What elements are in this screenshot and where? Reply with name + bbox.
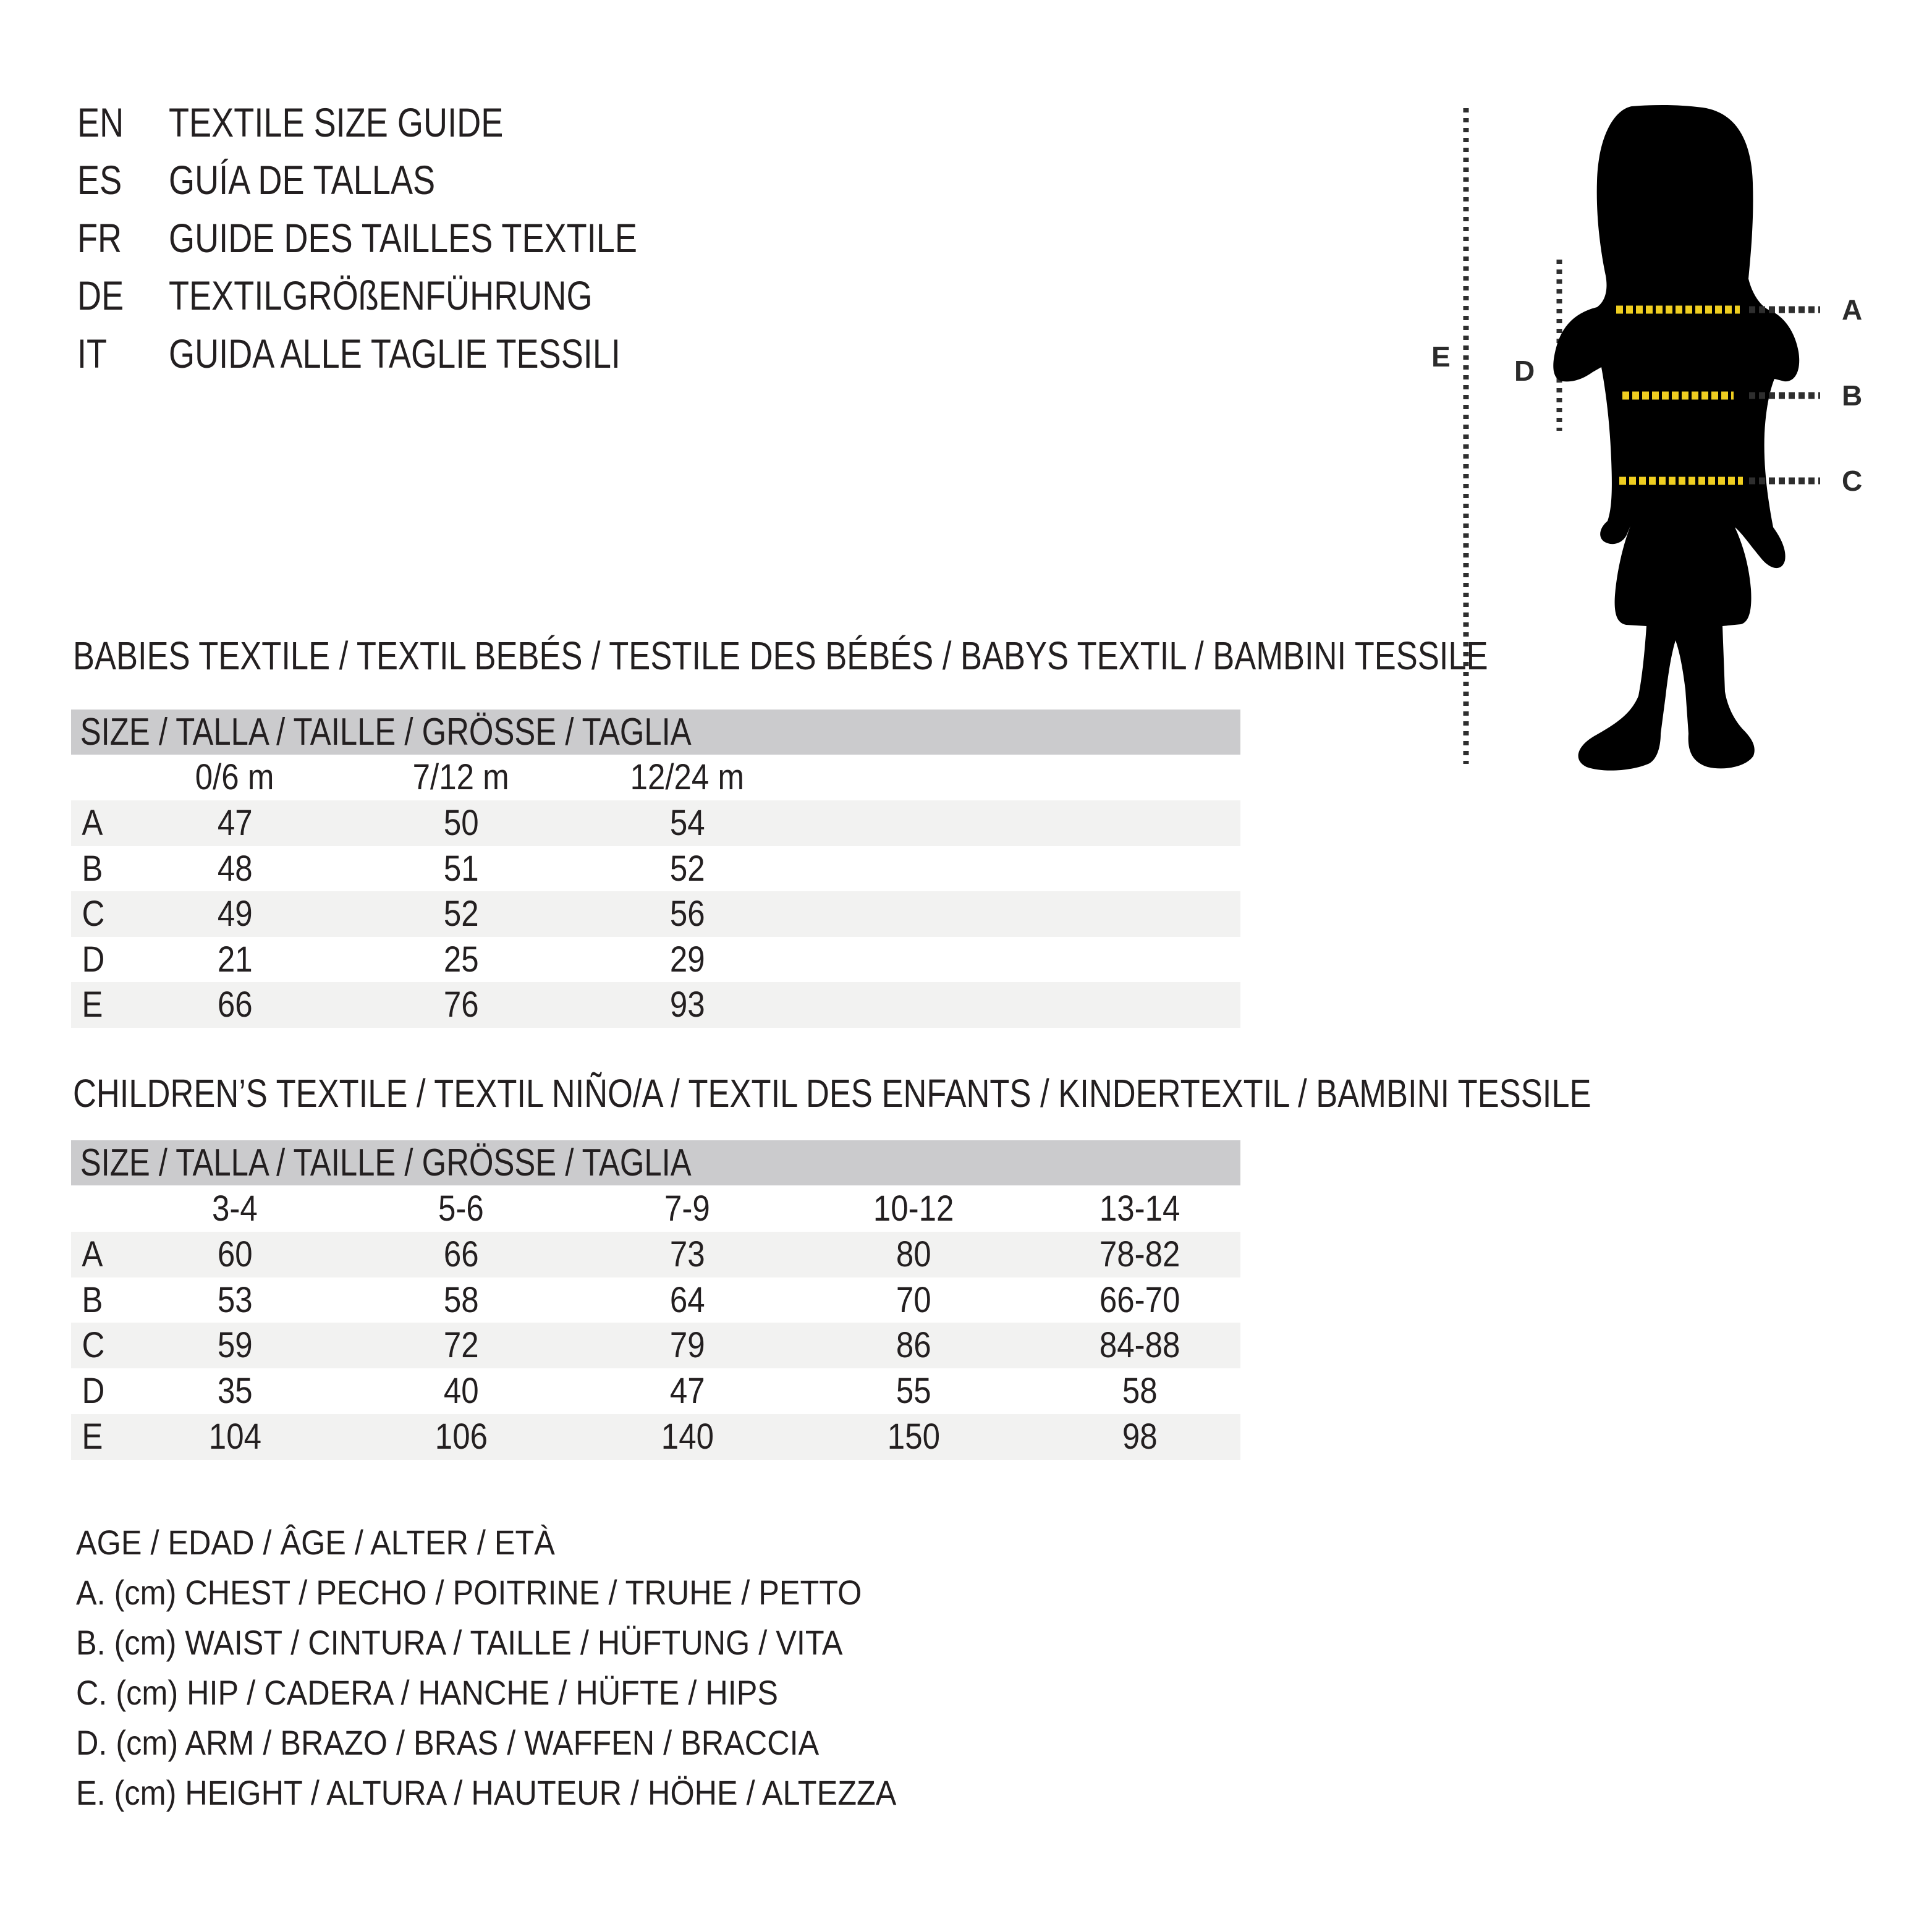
children-col-header: 3-4: [212, 1188, 258, 1229]
row-label: C: [82, 894, 105, 934]
row-label: E: [82, 985, 103, 1025]
table-cell: 72: [443, 1325, 479, 1365]
marker-height-e: E: [1431, 341, 1451, 373]
table-row: [71, 982, 1240, 1028]
table-cell: 66: [443, 1234, 479, 1274]
table-cell: 53: [217, 1280, 253, 1320]
babies-column-header-row: [71, 755, 1240, 800]
marker-chest-a: A: [1842, 294, 1863, 326]
child-silhouette-diagram: [1391, 74, 1932, 810]
table-row: [71, 1368, 1240, 1414]
table-cell: 106: [434, 1417, 488, 1457]
table-row: [71, 1277, 1240, 1323]
language-title: TEXTILGRÖßENFÜHRUNG: [169, 273, 593, 318]
language-code: IT: [77, 331, 108, 376]
table-cell: 51: [443, 849, 479, 889]
child-silhouette: [1553, 105, 1799, 771]
babies-section-title: BABIES TEXTILE / TEXTIL BEBÉS / TESTILE DES BÉBÉS / BABYS TEXTIL / BAMBINI TESSILE: [73, 633, 1488, 678]
table-cell: 21: [217, 939, 253, 980]
language-title: GUIDE DES TAILLES TEXTILE: [169, 215, 637, 261]
table-cell: 93: [669, 985, 705, 1025]
table-row: [71, 891, 1240, 937]
row-label: B: [82, 1280, 103, 1320]
babies-col-header: 7/12 m: [412, 757, 510, 797]
table-cell: 50: [443, 803, 479, 843]
language-code: DE: [77, 273, 124, 318]
table-cell: 86: [896, 1325, 931, 1365]
table-cell: 78-82: [1099, 1234, 1180, 1274]
language-title: TEXTILE SIZE GUIDE: [169, 100, 504, 145]
table-cell: 47: [669, 1371, 705, 1411]
legend-waist-row: B. (cm) WAIST / CINTURA / TAILLE / HÜFTUNG / VITA: [76, 1623, 843, 1662]
legend-height-row: E. (cm) HEIGHT / ALTURA / HAUTEUR / HÖHE / ALTEZZA: [76, 1773, 897, 1812]
language-code: EN: [77, 100, 124, 145]
table-cell: 49: [217, 894, 253, 934]
row-label: D: [82, 1371, 105, 1411]
table-cell: 66: [217, 985, 253, 1025]
marker-arm-d: D: [1514, 355, 1535, 387]
table-cell: 60: [217, 1234, 253, 1274]
table-cell: 35: [217, 1371, 253, 1411]
row-label: C: [82, 1325, 105, 1365]
table-cell: 66-70: [1099, 1280, 1180, 1320]
table-cell: 55: [896, 1371, 931, 1411]
table-cell: 76: [443, 985, 479, 1025]
babies-col-header: 12/24 m: [630, 757, 745, 797]
table-cell: 140: [661, 1417, 714, 1457]
table-row: [71, 1323, 1240, 1368]
table-cell: 84-88: [1099, 1325, 1180, 1365]
table-cell: 25: [443, 939, 479, 980]
marker-hip-c: C: [1842, 465, 1863, 497]
legend-chest-row: A. (cm) CHEST / PECHO / POITRINE / TRUHE / PETTO: [76, 1573, 862, 1612]
table-cell: 104: [208, 1417, 261, 1457]
table-cell: 40: [443, 1371, 479, 1411]
babies-size-header-bar: [71, 710, 1240, 755]
table-cell: 48: [217, 849, 253, 889]
table-row: [71, 1414, 1240, 1460]
language-code: FR: [77, 215, 122, 261]
table-cell: 52: [669, 849, 705, 889]
table-cell: 73: [669, 1234, 705, 1274]
children-col-header: 10-12: [873, 1188, 954, 1229]
children-size-header-bar: [71, 1140, 1240, 1185]
row-label: A: [82, 1234, 103, 1274]
table-cell: 80: [896, 1234, 931, 1274]
legend-hip-row: C. (cm) HIP / CADERA / HANCHE / HÜFTE / HIPS: [76, 1673, 778, 1712]
table-cell: 64: [669, 1280, 705, 1320]
children-size-header-label: SIZE / TALLA / TAILLE / GRÖSSE / TAGLIA: [80, 1142, 692, 1184]
language-title: GUÍA DE TALLAS: [169, 157, 436, 203]
legend-age-row: AGE / EDAD / ÂGE / ALTER / ETÀ: [76, 1523, 555, 1562]
babies-size-header-label: SIZE / TALLA / TAILLE / GRÖSSE / TAGLIA: [80, 711, 692, 753]
table-row: [71, 846, 1240, 892]
table-cell: 59: [217, 1325, 253, 1365]
table-row: [71, 800, 1240, 846]
table-cell: 70: [896, 1280, 931, 1320]
table-cell: 79: [669, 1325, 705, 1365]
language-code: ES: [77, 157, 122, 203]
table-cell: 150: [887, 1417, 940, 1457]
row-label: A: [82, 803, 103, 843]
table-cell: 29: [669, 939, 705, 980]
children-section-title: CHILDREN’S TEXTILE / TEXTIL NIÑO/A / TEXTIL DES ENFANTS / KINDERTEXTIL / BAMBINI TESSILE: [73, 1071, 1591, 1116]
table-cell: 56: [669, 894, 705, 934]
marker-waist-b: B: [1842, 379, 1863, 412]
table-cell: 54: [669, 803, 705, 843]
row-label: B: [82, 849, 103, 889]
row-label: D: [82, 939, 105, 980]
table-cell: 52: [443, 894, 479, 934]
children-col-header: 7-9: [664, 1188, 710, 1229]
table-cell: 98: [1122, 1417, 1158, 1457]
table-cell: 58: [443, 1280, 479, 1320]
table-row: [71, 1232, 1240, 1277]
babies-col-header: 0/6 m: [195, 757, 274, 797]
children-col-header: 13-14: [1099, 1188, 1180, 1229]
children-column-header-row: [71, 1186, 1240, 1232]
table-cell: 58: [1122, 1371, 1158, 1411]
language-title: GUIDA ALLE TAGLIE TESSILI: [169, 331, 621, 376]
table-row: [71, 937, 1240, 983]
table-cell: 47: [217, 803, 253, 843]
children-col-header: 5-6: [438, 1188, 484, 1229]
legend-arm-row: D. (cm) ARM / BRAZO / BRAS / WAFFEN / BRACCIA: [76, 1723, 820, 1762]
row-label: E: [82, 1417, 103, 1457]
